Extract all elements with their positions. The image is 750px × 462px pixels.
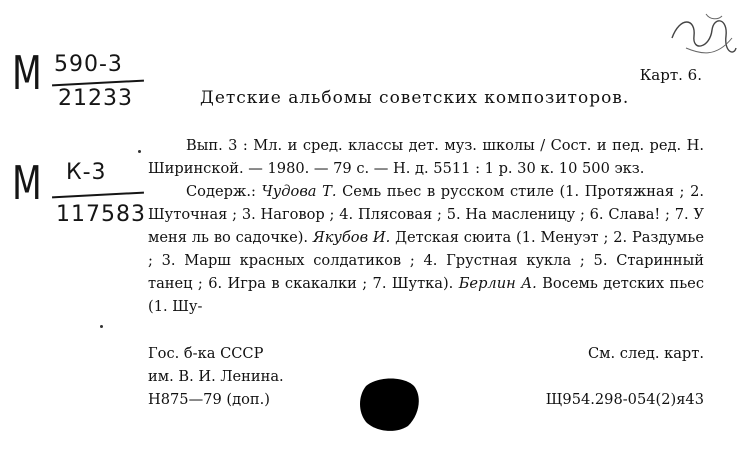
- shelfmark-prefix-1: М: [12, 46, 42, 100]
- classification-code: Щ954.298-054(2)я43: [545, 391, 704, 408]
- speck: [138, 150, 141, 153]
- card-body: [148, 134, 704, 318]
- library-name-2: им. В. И. Ленина.: [148, 368, 284, 385]
- contents-paragraph: [148, 180, 704, 318]
- shelfmark-bottom-1: 21233: [58, 86, 133, 111]
- shelfmark-prefix-2: М: [12, 156, 42, 210]
- contents-segment: Восемь детских пьес (1. Шу-: [148, 275, 704, 315]
- card-number: Карт. 6.: [639, 66, 702, 84]
- issue-description: Вып. 3 : Мл. и сред. классы дет. муз. школы / Сост. и пед. ред. Н. Ширинской. — 1980. — 79 с. — Н. д. 5511 : 1 р. 30 к. 10 500 экз.: [148, 137, 704, 177]
- shelfmark-top-2: К-3: [66, 160, 107, 185]
- order-code: Н875—79 (доп.): [148, 391, 270, 408]
- library-name: Гос. б-ка СССР: [148, 345, 264, 362]
- shelfmark-top-1: 590-3: [54, 52, 123, 77]
- ink-blot: [356, 374, 422, 434]
- collection-title: Детские альбомы советских композиторов.: [200, 88, 630, 108]
- composer-name: Берлин А.: [458, 275, 537, 292]
- shelfmarks: [12, 40, 152, 240]
- scribble-mark: [666, 8, 740, 64]
- composer-name: Якубов И.: [312, 229, 391, 246]
- shelfmark-bottom-2: 117583: [56, 202, 146, 227]
- contents-segment: Семь пьес в русском стиле (1. Протяжная ; 2. Шуточная ; 3. Наговор ; 4. Плясовая ; 5. На масленицу ; 6. Слава! ; 7. У меня ль во садочке).: [148, 183, 704, 246]
- contents-label: Содерж.:: [186, 183, 256, 200]
- shelfmark-rule-2: [52, 192, 144, 199]
- speck: [100, 325, 103, 328]
- contents-text: [148, 183, 704, 315]
- contents-segment: Детская сюита (1. Менуэт ; 2. Раздумье ; 3. Марш красных солдатиков ; 4. Грустная кукла ; 5. Старинный танец ; 6. Игра в скакалки ; 7. Шутка).: [148, 229, 704, 292]
- composer-name: Чудова Т.: [261, 183, 337, 200]
- card-footer: [148, 342, 704, 411]
- see-next-card: См. след. карт.: [587, 345, 704, 362]
